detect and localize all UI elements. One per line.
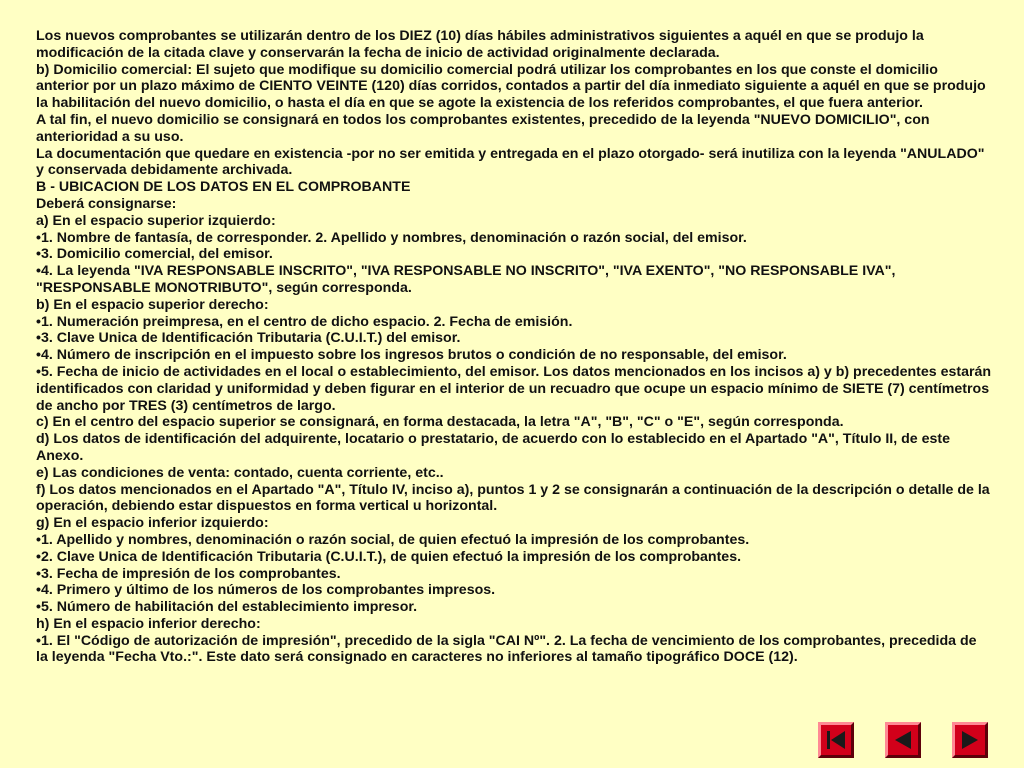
paragraph: A tal fin, el nuevo domicilio se consignará en todos los comprobantes existentes, precedido de la leyenda "NUEVO DOMICILIO", con anterioridad a su uso. (36, 111, 930, 145)
list-item: •3. Fecha de impresión de los comprobantes. (36, 565, 341, 582)
next-icon (958, 728, 982, 752)
first-icon (824, 728, 848, 752)
list-item: •1. El "Código de autorización de impresión", precedido de la sigla "CAI Nº". 2. La fecha de vencimiento de los comprobantes, precedida de la leyenda "Fecha Vto.:". Este dato será consignado en caracteres no inferiores al tamaño tipográfico DOCE (12). (36, 632, 977, 666)
list-item: •4. Número de inscripción en el impuesto sobre los ingresos brutos o condición de no responsable, del emisor. (36, 347, 787, 364)
list-item: •2. Clave Unica de Identificación Tributaria (C.U.I.T.), de quien efectuó la impresión de los comprobantes. (36, 548, 742, 565)
paragraph: b) Domicilio comercial: El sujeto que modifique su domicilio comercial podrá utilizar los comprobantes en los que conste el domicilio anterior por un plazo máximo de CIENTO VEINTE (120) días corridos, contados a partir del día inmediato siguiente a aquél en que se produjo la habilitación del nuevo domicilio, o hasta el día en que se agote la existencia de los referidos comprobantes, el que fuera anterior. (36, 61, 986, 112)
paragraph: La documentación que quedare en existencia -por no ser emitida y entregada en el plazo otorgado- será inutiliza con la leyenda "ANULADO" y conservada debidamente archivada. (36, 145, 985, 179)
previous-icon (891, 728, 915, 752)
paragraph: d) Los datos de identificación del adquirente, locatario o prestatario, de acuerdo con lo establecido en el Apartado "A", Título II, de este Anexo. (36, 431, 950, 464)
list-item: •5. Fecha de inicio de actividades en el local o establecimiento, del emisor. Los datos mencionados en los incisos a) y b) precedentes estarán identificados con claridad y uniformidad y deben figurar en el interior de un recuadro que ocupe un espacio mínimo de SIETE (7) centímetros de ancho por TRES (3) centímetros de largo. (36, 363, 992, 414)
list-item: •3. Domicilio comercial, del emisor. (36, 246, 273, 263)
previous-slide-button[interactable] (885, 722, 921, 758)
paragraph: e) Las condiciones de venta: contado, cuenta corriente, etc.. (36, 464, 444, 481)
paragraph: c) En el centro del espacio superior se consignará, en forma destacada, la letra "A", "B", "C" o "E", según corresponda. (36, 414, 844, 431)
list-item: •1. Apellido y nombres, denominación o razón social, de quien efectuó la impresión de los comprobantes. (36, 531, 750, 548)
list-item: •1. Nombre de fantasía, de corresponder. 2. Apellido y nombres, denominación o razón social, del emisor. (36, 229, 747, 246)
list-item: •1. Numeración preimpresa, en el centro de dicho espacio. 2. Fecha de emisión. (36, 313, 573, 330)
subsection-heading: b) En el espacio superior derecho: (36, 296, 269, 313)
slide-navigation (818, 722, 988, 758)
first-slide-button[interactable] (818, 722, 854, 758)
list-item: •4. Primero y último de los números de los comprobantes impresos. (36, 582, 496, 599)
list-item: •5. Número de habilitación del establecimiento impresor. (36, 599, 418, 616)
subsection-heading: a) En el espacio superior izquierdo: (36, 212, 276, 229)
subsection-heading: g) En el espacio inferior izquierdo: (36, 515, 269, 532)
paragraph: Los nuevos comprobantes se utilizarán dentro de los DIEZ (10) días hábiles administrativos siguientes a aquél en que se produjo la modificación de la citada clave y conservarán la fecha de inicio de actividad originalmente declarada. (36, 28, 924, 61)
subsection-heading: h) En el espacio inferior derecho: (36, 615, 261, 632)
list-item: •3. Clave Unica de Identificación Tributaria (C.U.I.T.) del emisor. (36, 330, 461, 347)
list-item: •4. La leyenda "IVA RESPONSABLE INSCRITO", "IVA RESPONSABLE NO INSCRITO", "IVA EXENTO", "NO RESPONSABLE IVA", "RESPONSABLE MONOTRIBUTO", según corresponda. (36, 263, 896, 296)
paragraph: f) Los datos mencionados en el Apartado "A", Título IV, inciso a), puntos 1 y 2 se consignarán a continuación de la descripción o detalle de la operación, debiendo estar dispuestos en forma vertical u horizontal. (36, 481, 990, 515)
document-text (36, 28, 992, 666)
next-slide-button[interactable] (952, 722, 988, 758)
paragraph: Deberá consignarse: (36, 195, 177, 212)
section-heading: B - UBICACION DE LOS DATOS EN EL COMPROBANTE (36, 179, 411, 196)
